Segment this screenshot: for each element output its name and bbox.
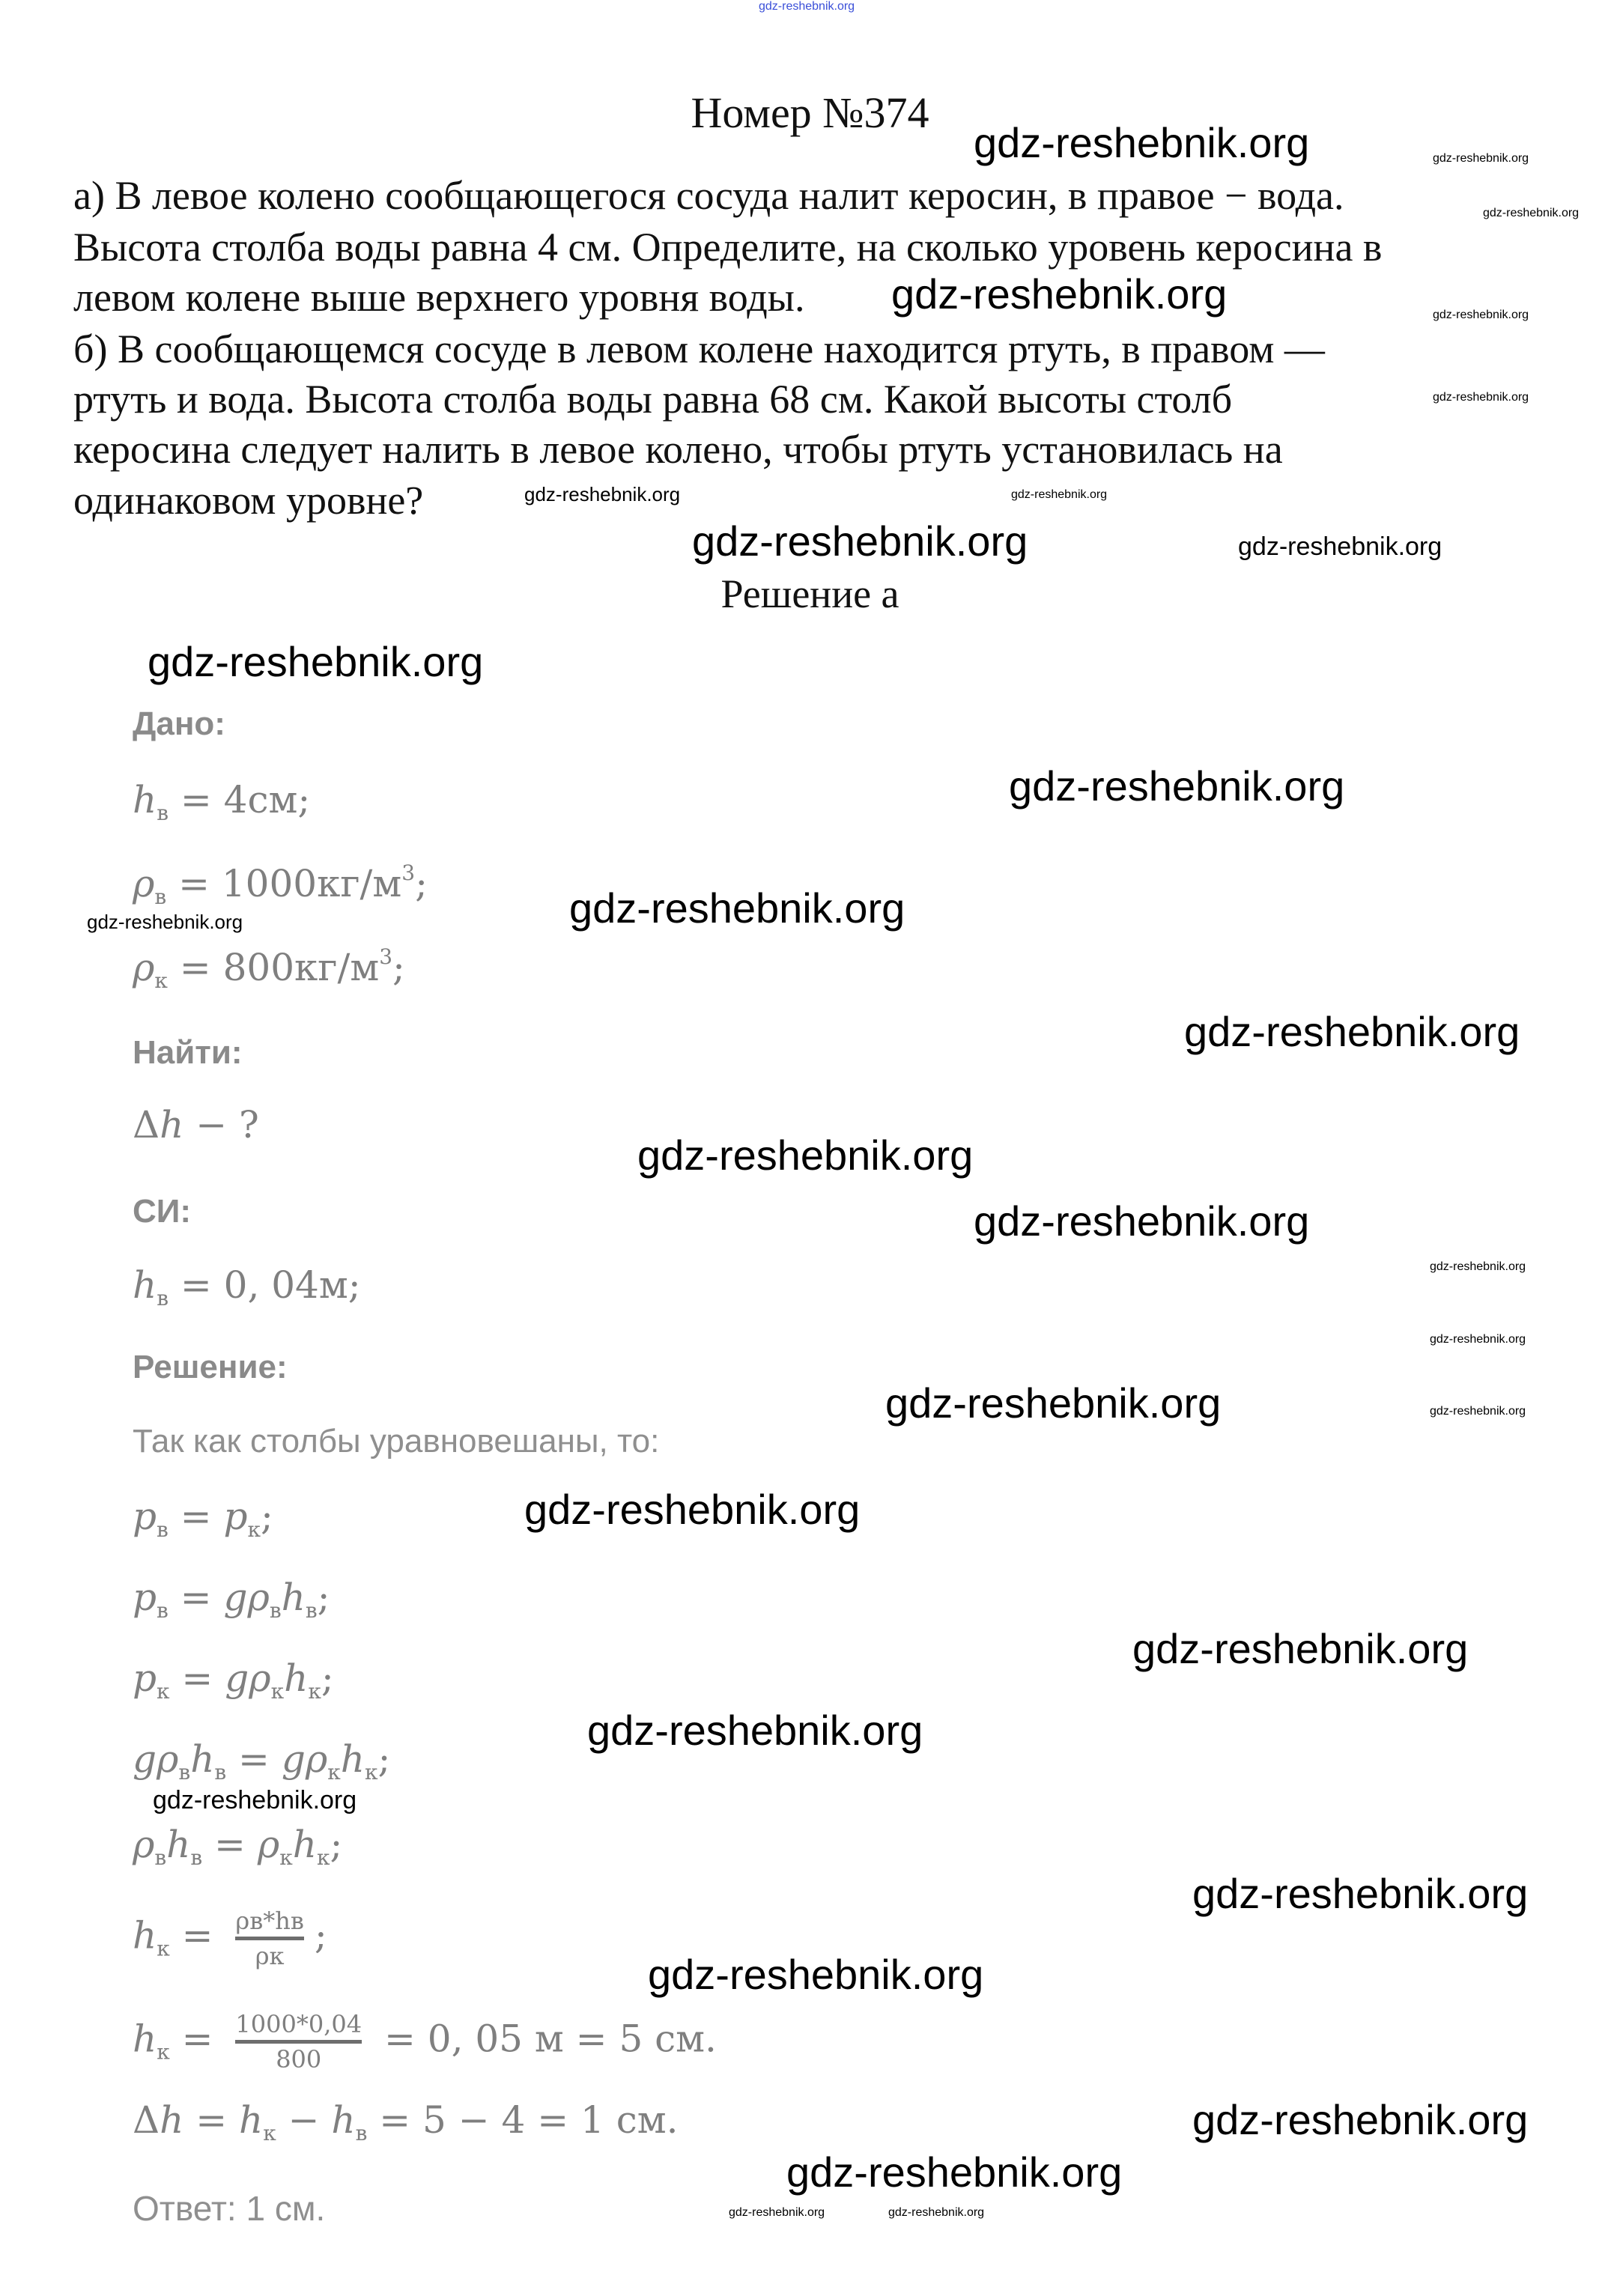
formula-hv-si [133, 1259, 361, 1311]
formula-text: = 0, 04м; [168, 1263, 361, 1307]
watermark: gdz-reshebnik.org [1238, 532, 1442, 561]
formula-find [133, 1099, 259, 1151]
formula-subscript: в [190, 1845, 203, 1870]
formula-variable: g [223, 1576, 248, 1619]
formula-variable: h [292, 1823, 317, 1866]
watermark: gdz-reshebnik.org [1433, 152, 1529, 165]
formula-subscript: к [364, 1760, 378, 1785]
formula-text: ; [314, 1913, 327, 1958]
formula-variable: p [223, 1495, 248, 1538]
answer-text: Ответ: 1 см. [133, 2189, 326, 2228]
watermark: gdz-reshebnik.org [1009, 762, 1345, 810]
formula-fraction [235, 1907, 303, 1970]
formula-hv [133, 774, 310, 826]
watermark: gdz-reshebnik.org [1433, 391, 1529, 404]
formula-fraction [235, 2010, 362, 2074]
watermark: gdz-reshebnik.org [1430, 1333, 1526, 1346]
watermark: gdz-reshebnik.org [1433, 309, 1529, 321]
fraction-bar [235, 2040, 362, 2044]
watermark: gdz-reshebnik.org [888, 2206, 985, 2219]
problem-line: б) В сообщающемся сосуде в левом колене находится ртуть, в правом — [73, 327, 1325, 371]
formula-subscript: в [157, 1598, 169, 1623]
watermark: gdz-reshebnik.org [974, 1197, 1310, 1245]
formula-variable: h [160, 1103, 184, 1147]
formula-rho-kerosene [133, 941, 405, 994]
formula-subscript: в [269, 1598, 282, 1623]
formula-subscript: в [157, 1286, 169, 1311]
formula-variable: h [133, 778, 157, 821]
watermark: gdz-reshebnik.org [1184, 1008, 1520, 1055]
formula-text: ; [415, 862, 428, 905]
formula-text: = [168, 1576, 224, 1619]
find-label: Найти: [133, 1034, 243, 1071]
formula-subscript: к [157, 1679, 170, 1704]
formula-subscript: к [316, 1845, 330, 1870]
watermark: gdz-reshebnik.org [637, 1132, 974, 1179]
formula-subscript: в [154, 884, 167, 909]
problem-line: одинаковом уровне? [73, 478, 424, 523]
formula-text: ; [317, 1576, 330, 1619]
formula-subscript: в [157, 1517, 169, 1542]
formula-eq6 [133, 1907, 327, 1970]
top-watermark: gdz-reshebnik.org [759, 0, 855, 13]
watermark: gdz-reshebnik.org [729, 2206, 825, 2219]
formula-eq8 [133, 2094, 679, 2146]
formula-subscript: к [327, 1760, 341, 1785]
formula-text: ; [330, 1823, 343, 1866]
watermark: gdz-reshebnik.org [891, 270, 1228, 318]
formula-variable: h [284, 1656, 309, 1700]
formula-variable: ρ [157, 1737, 179, 1781]
formula-subscript: к [154, 968, 168, 993]
problem-line: ртуть и вода. Высота столба воды равна 68 см. Какой высоты столб [73, 377, 1233, 422]
problem-line: левом колене выше верхнего уровня воды. [73, 275, 805, 320]
formula-text: = 800кг/м [167, 946, 380, 989]
formula-text: − ? [183, 1103, 259, 1147]
formula-variable: h [331, 2098, 356, 2142]
formula-subscript: в [154, 1845, 167, 1870]
formula-variable: ρ [247, 1576, 270, 1619]
formula-text: = 0, 05 м = 5 см. [372, 2017, 717, 2061]
formula-text: ; [260, 1495, 273, 1538]
watermark: gdz-reshebnik.org [524, 1486, 861, 1533]
formula-variable: g [133, 1737, 157, 1781]
formula-variable: h [166, 1823, 191, 1866]
watermark: gdz-reshebnik.org [1192, 2096, 1529, 2143]
formula-superscript: 3 [401, 860, 416, 885]
fraction-bar [235, 1937, 303, 1940]
watermark: gdz-reshebnik.org [692, 517, 1028, 565]
formula-subscript: в [157, 801, 169, 825]
formula-subscript: к [279, 1845, 293, 1870]
formula-superscript: 3 [379, 944, 393, 969]
given-label: Дано: [133, 705, 225, 742]
watermark: gdz-reshebnik.org [153, 1786, 357, 1814]
formula-text: = [202, 1823, 258, 1866]
formula-variable: p [133, 1495, 157, 1538]
formula-subscript: к [157, 1936, 170, 1961]
formula-variable: h [239, 2098, 264, 2142]
fraction-denominator: ρк [255, 1942, 285, 1970]
watermark: gdz-reshebnik.org [587, 1707, 923, 1754]
watermark: gdz-reshebnik.org [524, 483, 681, 505]
formula-eq5 [133, 1818, 342, 1871]
watermark: gdz-reshebnik.org [87, 911, 243, 933]
solution-heading: Решение а [720, 571, 900, 616]
formula-eq1 [133, 1490, 273, 1543]
watermark: gdz-reshebnik.org [1430, 1405, 1526, 1418]
formula-subscript: в [355, 2121, 368, 2145]
watermark: gdz-reshebnik.org [974, 119, 1310, 166]
formula-variable: ρ [133, 862, 155, 905]
formula-text: ; [377, 1737, 391, 1781]
formula-text: = [226, 1737, 282, 1781]
solution-label: Решение: [133, 1349, 288, 1385]
formula-variable: h [340, 1737, 365, 1781]
formula-text: = 4см; [168, 778, 311, 821]
formula-subscript: к [263, 2121, 276, 2145]
formula-eq2 [133, 1571, 330, 1624]
watermark: gdz-reshebnik.org [1192, 1870, 1529, 1917]
problem-line: керосина следует налить в левое колено, чтобы ртуть установилась на [73, 427, 1283, 472]
formula-subscript: к [308, 1679, 321, 1704]
formula-text: − [276, 2098, 332, 2142]
formula-variable: h [133, 1913, 157, 1958]
formula-eq4 [133, 1733, 390, 1785]
formula-subscript: к [270, 1679, 285, 1704]
explanation-text: Так как столбы уравновешаны, то: [133, 1423, 660, 1460]
watermark: gdz-reshebnik.org [1483, 207, 1580, 219]
problem-line: Высота столба воды равна 4 см. Определите, на сколько уровень керосина в [73, 225, 1383, 270]
formula-variable: h [281, 1576, 306, 1619]
formula-rho-water [133, 857, 428, 910]
formula-subscript: в [305, 1598, 318, 1623]
fraction-numerator: ρв*hв [235, 1907, 304, 1935]
formula-variable: h [133, 1263, 157, 1307]
formula-eq7 [133, 2010, 717, 2074]
formula-text: Δ [133, 2098, 160, 2142]
formula-variable: ρ [133, 1823, 155, 1866]
formula-subscript: к [157, 2039, 170, 2065]
formula-text: = [169, 1656, 225, 1700]
formula-text: ; [321, 1656, 334, 1700]
formula-subscript: в [214, 1760, 227, 1785]
si-label: СИ: [133, 1193, 192, 1230]
formula-text: = [169, 1913, 225, 1958]
formula-text: = 1000кг/м [166, 862, 402, 905]
formula-text: = [169, 2017, 225, 2061]
formula-variable: ρ [305, 1737, 328, 1781]
formula-variable: ρ [257, 1823, 280, 1866]
formula-variable: ρ [249, 1656, 271, 1700]
formula-variable: g [225, 1656, 249, 1700]
formula-variable: p [133, 1576, 157, 1619]
formula-variable: h [133, 2017, 157, 2061]
problem-line: а) В левое колено сообщающегося сосуда налит керосин, в правое − вода. [73, 173, 1344, 218]
formula-text: ; [392, 946, 405, 989]
watermark: gdz-reshebnik.org [1132, 1625, 1469, 1672]
watermark: gdz-reshebnik.org [1011, 488, 1108, 501]
watermark: gdz-reshebnik.org [885, 1379, 1222, 1427]
formula-text: Δ [133, 1103, 160, 1147]
formula-variable: g [281, 1737, 306, 1781]
formula-variable: h [160, 2098, 184, 2142]
formula-eq3 [133, 1652, 334, 1704]
formula-variable: p [133, 1656, 157, 1700]
formula-variable: ρ [133, 946, 155, 989]
formula-subscript: к [247, 1517, 261, 1542]
formula-subscript: в [178, 1760, 191, 1785]
watermark: gdz-reshebnik.org [148, 638, 484, 685]
formula-text: = [183, 2098, 239, 2142]
watermark: gdz-reshebnik.org [1430, 1260, 1526, 1273]
watermark: gdz-reshebnik.org [648, 1951, 984, 1998]
watermark: gdz-reshebnik.org [569, 884, 905, 932]
formula-text: = [168, 1495, 224, 1538]
fraction-denominator: 800 [276, 2045, 322, 2074]
formula-variable: h [190, 1737, 215, 1781]
page-title: Номер №374 [691, 88, 929, 137]
formula-text: = 5 − 4 = 1 см. [367, 2098, 679, 2142]
fraction-numerator: 1000*0,04 [235, 2010, 362, 2038]
watermark: gdz-reshebnik.org [786, 2148, 1123, 2196]
